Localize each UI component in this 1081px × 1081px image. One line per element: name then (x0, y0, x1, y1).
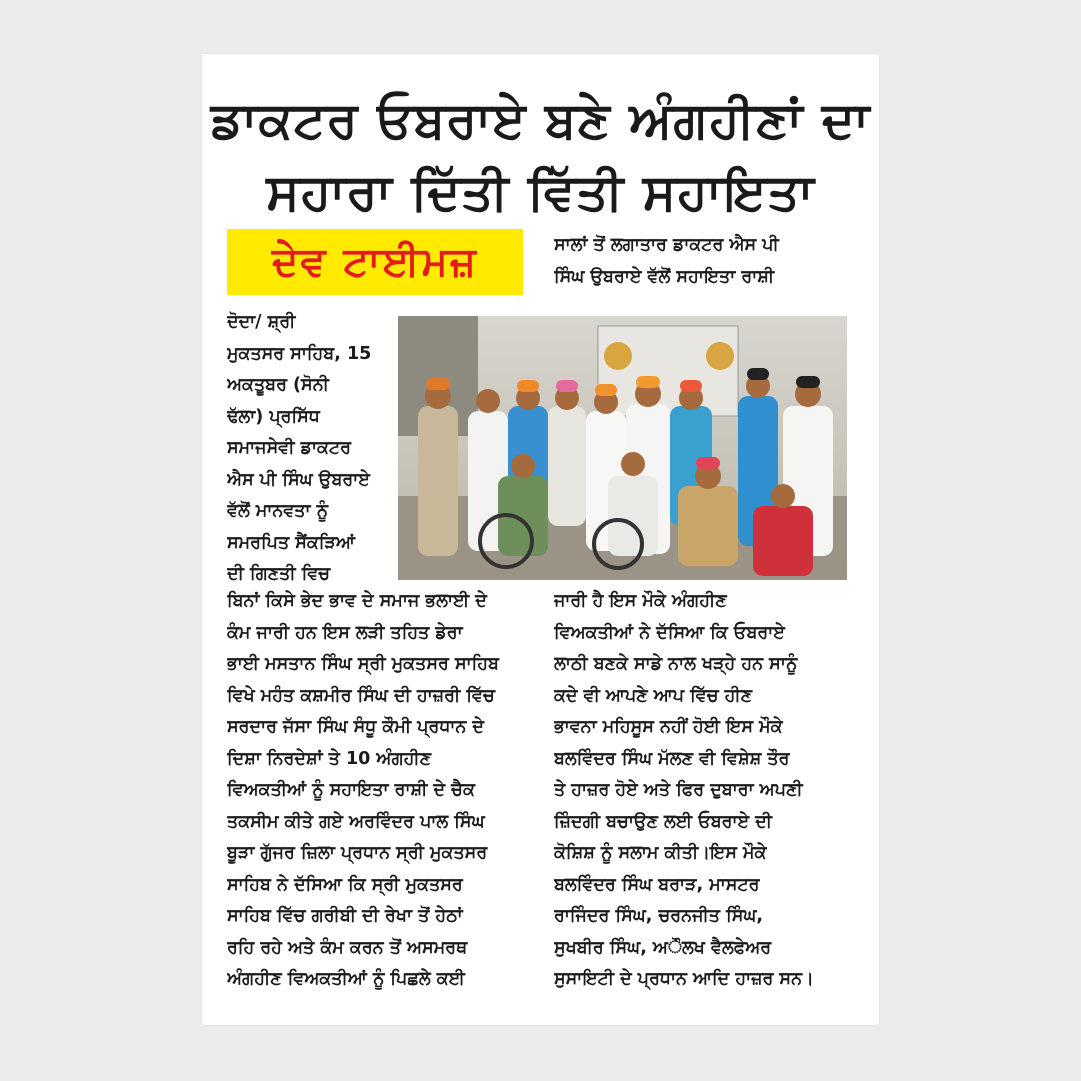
masthead-badge (227, 229, 523, 295)
headline-line-1: ਡਾਕਟਰ ਓਬਰਾਏ ਬਣੇ ਅੰਗਹੀਣਾਂ ਦਾ (210, 91, 871, 149)
text-line: ਭਾਵਨਾ ਮਹਿਸੂਸ ਨਹੀਂ ਹੋਈ ਇਸ ਮੌਕੇ (554, 717, 783, 737)
text-line: ਸਰਦਾਰ ਜੱਸਾ ਸਿੰਘ ਸੰਧੂ ਕੌਮੀ ਪ੍ਰਧਾਨ ਦੇ (227, 717, 484, 737)
text-line: ਕਦੇ ਵੀ ਆਪਣੇ ਆਪ ਵਿੱਚ ਹੀਣ (554, 685, 753, 706)
headline-line-2: ਸਹਾਰਾ ਦਿੱਤੀ ਵਿੱਤੀ ਸਹਾਇਤਾ (266, 163, 815, 221)
text-line: ਐਸ ਪੀ ਸਿੰਘ ਉਬਰਾਏ (227, 469, 370, 490)
masthead-title: ਦੇਵ ਟਾਈਮਜ਼ (271, 239, 479, 285)
text-line: ਵਿਅਕਤੀਆਂ ਨੇ ਦੱਸਿਆ ਕਿ ਓਬਰਾਏ (554, 622, 785, 643)
text-line: ਸਮਾਜਸੇਵੀ ਡਾਕਟਰ (227, 438, 351, 458)
text-line: ਢੱਲਾ) ਪ੍ਰਸਿੱਧ (227, 406, 320, 427)
text-line: ਸੁਸਾਇਟੀ ਦੇ ਪ੍ਰਧਾਨ ਆਦਿ ਹਾਜ਼ਰ ਸਨ। (554, 969, 814, 989)
text-line: ਤਕਸੀਮ ਕੀਤੇ ਗਏ ਅਰਵਿੰਦਰ ਪਾਲ ਸਿੰਘ (227, 811, 485, 832)
text-line: ਅਕਤੂਬਰ (ਸੋਨੀ (227, 375, 329, 395)
news-photo (398, 316, 847, 580)
dateline-column (227, 307, 384, 591)
text-line: ਰਹਿ ਰਹੇ ਅਤੇ ਕੰਮ ਕਰਨ ਤੋਂ ਅਸਮਰਥ (227, 937, 468, 958)
text-line: ਬਲਵਿੰਦਰ ਸਿੰਘ ਬਰਾੜ, ਮਾਸਟਰ (554, 874, 760, 895)
text-line: ਤੇ ਹਾਜ਼ਰ ਹੋਏ ਅਤੇ ਫਿਰ ਦੁਬਾਰਾ ਅਪਣੀ (554, 780, 803, 800)
text-line: ਬੂੜਾ ਗੁੱਜਰ ਜ਼ਿਲਾ ਪ੍ਰਧਾਨ ਸ੍ਰੀ ਮੁਕਤਸਰ (227, 843, 488, 863)
text-line: ਰਾਜਿੰਦਰ ਸਿੰਘ, ਚਰਨਜੀਤ ਸਿੰਘ, (554, 906, 764, 926)
text-line: ਸਿੰਘ ਉਬਰਾਏ ਵੱਲੋਂ ਸਹਾਇਤਾ ਰਾਸ਼ੀ (554, 266, 775, 287)
text-line: ਮੁਕਤਸਰ ਸਾਹਿਬ, 15 (227, 343, 372, 364)
text-line: ਜ਼ਿੰਦਗੀ ਬਚਾਉਣ ਲਈ ਓਬਰਾਏ ਦੀ (554, 811, 773, 832)
text-line: ਸਾਹਿਬ ਵਿੱਚ ਗਰੀਬੀ ਦੀ ਰੇਖਾ ਤੋਂ ਹੇਠਾਂ (227, 906, 463, 926)
text-line: ਸਾਲਾਂ ਤੋਂ ਲਗਾਤਾਰ ਡਾਕਟਰ ਐਸ ਪੀ (554, 235, 779, 255)
text-line: ਵਿਅਕਤੀਆਂ ਨੂੰ ਸਹਾਇਤਾ ਰਾਸ਼ੀ ਦੇ ਚੈਕ (227, 780, 475, 800)
text-line: ਵਿਖੇ ਮਹੰਤ ਕਸ਼ਮੀਰ ਸਿੰਘ ਦੀ ਹਾਜ਼ਰੀ ਵਿੱਚ (227, 685, 495, 706)
text-line: ਸਾਹਿਬ ਨੇ ਦੱਸਿਆ ਕਿ ਸ੍ਰੀ ਮੁਕਤਸਰ (227, 874, 463, 895)
text-line: ਸਮਰਪਿਤ ਸੈਂਕੜਿਆਂ (227, 532, 355, 553)
text-line: ਅੰਗਹੀਣ ਵਿਅਕਤੀਆਂ ਨੂੰ ਪਿਛਲੇ ਕਈ (227, 969, 465, 989)
group-photo-image (398, 316, 847, 580)
text-line: ਦਿਸ਼ਾ ਨਿਰਦੇਸ਼ਾਂ ਤੇ 10 ਅੰਗਹੀਣ (227, 748, 432, 769)
intro-right-column (554, 230, 854, 293)
text-line: ਬਿਨਾਂ ਕਿਸੇ ਭੇਦ ਭਾਵ ਦੇ ਸਮਾਜ ਭਲਾਈ ਦੇ (227, 591, 487, 611)
text-line: ਸੁਖਬੀਰ ਸਿੰਘ, ਅੌਲਖ ਵੈਲਫੇਅਰ (554, 937, 772, 958)
newspaper-clipping (202, 54, 879, 1025)
text-line: ਭਾਈ ਮਸਤਾਨ ਸਿੰਘ ਸ੍ਰੀ ਮੁਕਤਸਰ ਸਾਹਿਬ (227, 654, 499, 674)
text-line: ਦੋਦਾ/ ਸ਼੍ਰੀ (227, 312, 296, 332)
body-left-column (227, 586, 537, 996)
text-line: ਲਾਠੀ ਬਣਕੇ ਸਾਡੇ ਨਾਲ ਖੜ੍ਹੇ ਹਨ ਸਾਨੂੰ (554, 654, 798, 674)
text-line: ਦੀ ਗਿਣਤੀ ਵਿਚ (227, 564, 331, 584)
text-line: ਵੱਲੋਂ ਮਾਨਵਤਾ ਨੂੰ (227, 501, 328, 521)
body-right-column (554, 586, 854, 996)
text-line: ਬਲਵਿੰਦਰ ਸਿੰਘ ਮੱਲਣ ਵੀ ਵਿਸ਼ੇਸ਼ ਤੌਰ (554, 748, 790, 769)
text-line: ਜਾਰੀ ਹੈ ਇਸ ਮੌਕੇ ਅੰਗਹੀਣ (554, 591, 727, 611)
text-line: ਕੋਸ਼ਿਸ਼ ਨੂੰ ਸਲਾਮ ਕੀਤੀ।ਇਸ ਮੌਕੇ (554, 843, 767, 863)
text-line: ਕੰਮ ਜਾਰੀ ਹਨ ਇਸ ਲੜੀ ਤਹਿਤ ਡੇਰਾ (227, 622, 463, 643)
headline (202, 84, 879, 228)
